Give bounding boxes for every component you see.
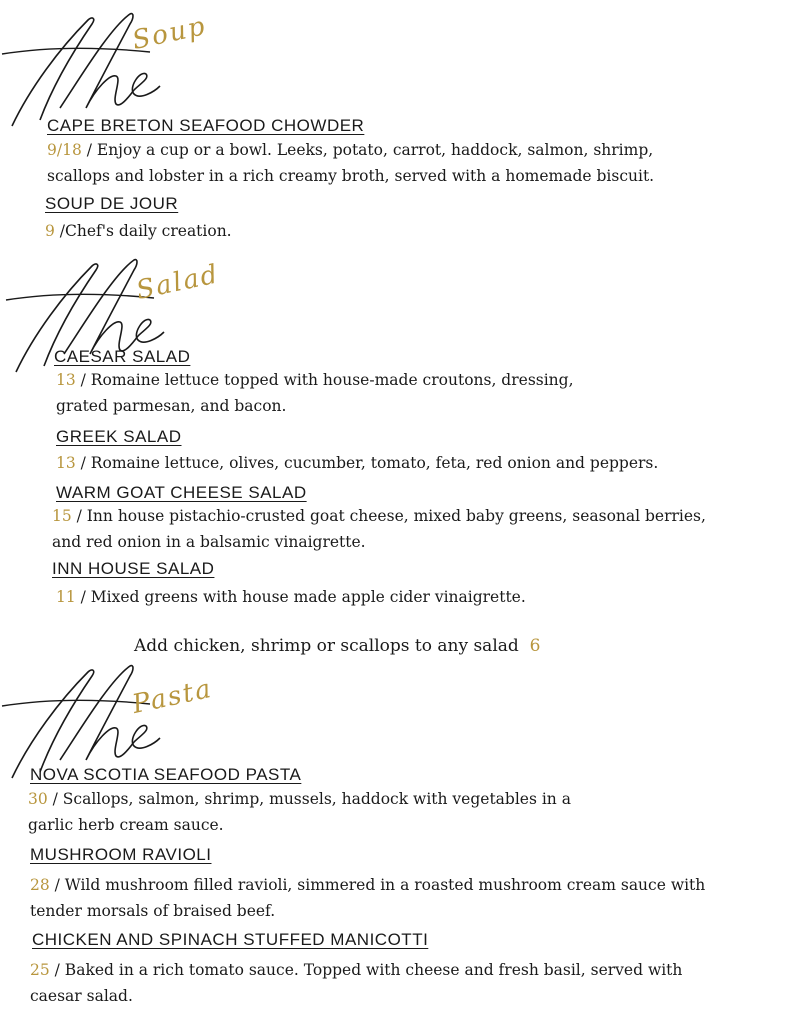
menu-item-description: 30 / Scallops, salmon, shrimp, mussels, haddock with vegetables in a garlic herb cream sauce. xyxy=(28,790,571,834)
menu-item-price: 30 xyxy=(28,790,48,808)
menu-item-price: 9/18 xyxy=(47,141,82,159)
menu-item-title: GREEK SALAD xyxy=(56,427,182,446)
menu-item-description: 9/18 / Enjoy a cup or a bowl. Leeks, potato, carrot, haddock, salmon, shrimp, scallops and lobster in a rich creamy broth, served with a homemade biscuit. xyxy=(47,141,655,185)
menu-item-title: CHICKEN AND SPINACH STUFFED MANICOTTI xyxy=(32,930,429,949)
section-heading-pasta: Pasta xyxy=(129,673,216,720)
menu-item-title: CAESAR SALAD xyxy=(54,347,191,366)
menu-item-description: 13 / Romaine lettuce, olives, cucumber, tomato, feta, red onion and peppers. xyxy=(56,454,659,472)
menu-item-description: 25 / Baked in a rich tomato sauce. Topped with cheese and fresh basil, served with caesar salad. xyxy=(30,961,683,1005)
menu-item-title: CAPE BRETON SEAFOOD CHOWDER xyxy=(47,116,365,135)
menu-item-description: 11 / Mixed greens with house made apple cider vinaigrette. xyxy=(56,588,526,606)
menu-item-description: 28 / Wild mushroom filled ravioli, simmered in a roasted mushroom cream sauce with tender morsals of braised beef. xyxy=(30,876,706,920)
menu-item-description: 9 /Chef's daily creation. xyxy=(45,222,232,240)
menu-item-title: NOVA SCOTIA SEAFOOD PASTA xyxy=(30,765,302,784)
menu-item-price: 9 xyxy=(45,222,55,240)
addon-text: Add chicken, shrimp or scallops to any salad xyxy=(134,636,519,656)
menu-item-title: SOUP DE JOUR xyxy=(45,194,179,213)
section-heading-soup: Soup xyxy=(129,11,210,57)
menu-item-description: 15 / Inn house pistachio-crusted goat cheese, mixed baby greens, seasonal berries, and red onion in a balsamic vinaigrette. xyxy=(52,507,706,551)
menu-item-description: 13 / Romaine lettuce topped with house-made croutons, dressing, grated parmesan, and bacon. xyxy=(56,371,574,415)
section-heading-salad: Salad xyxy=(133,259,222,306)
addon-price: 6 xyxy=(529,636,541,656)
menu-item-price: 25 xyxy=(30,961,50,979)
menu-item-price: 13 xyxy=(56,371,76,389)
menu-item-price: 13 xyxy=(56,454,76,472)
menu-item-title: MUSHROOM RAVIOLI xyxy=(30,845,212,864)
menu-item-price: 11 xyxy=(56,588,76,606)
salad-addon-note xyxy=(134,636,540,656)
menu-item-price: 28 xyxy=(30,876,50,894)
menu-item-title: WARM GOAT CHEESE SALAD xyxy=(56,483,307,502)
menu-item-price: 15 xyxy=(52,507,72,525)
menu-item-title: INN HOUSE SALAD xyxy=(52,559,215,578)
